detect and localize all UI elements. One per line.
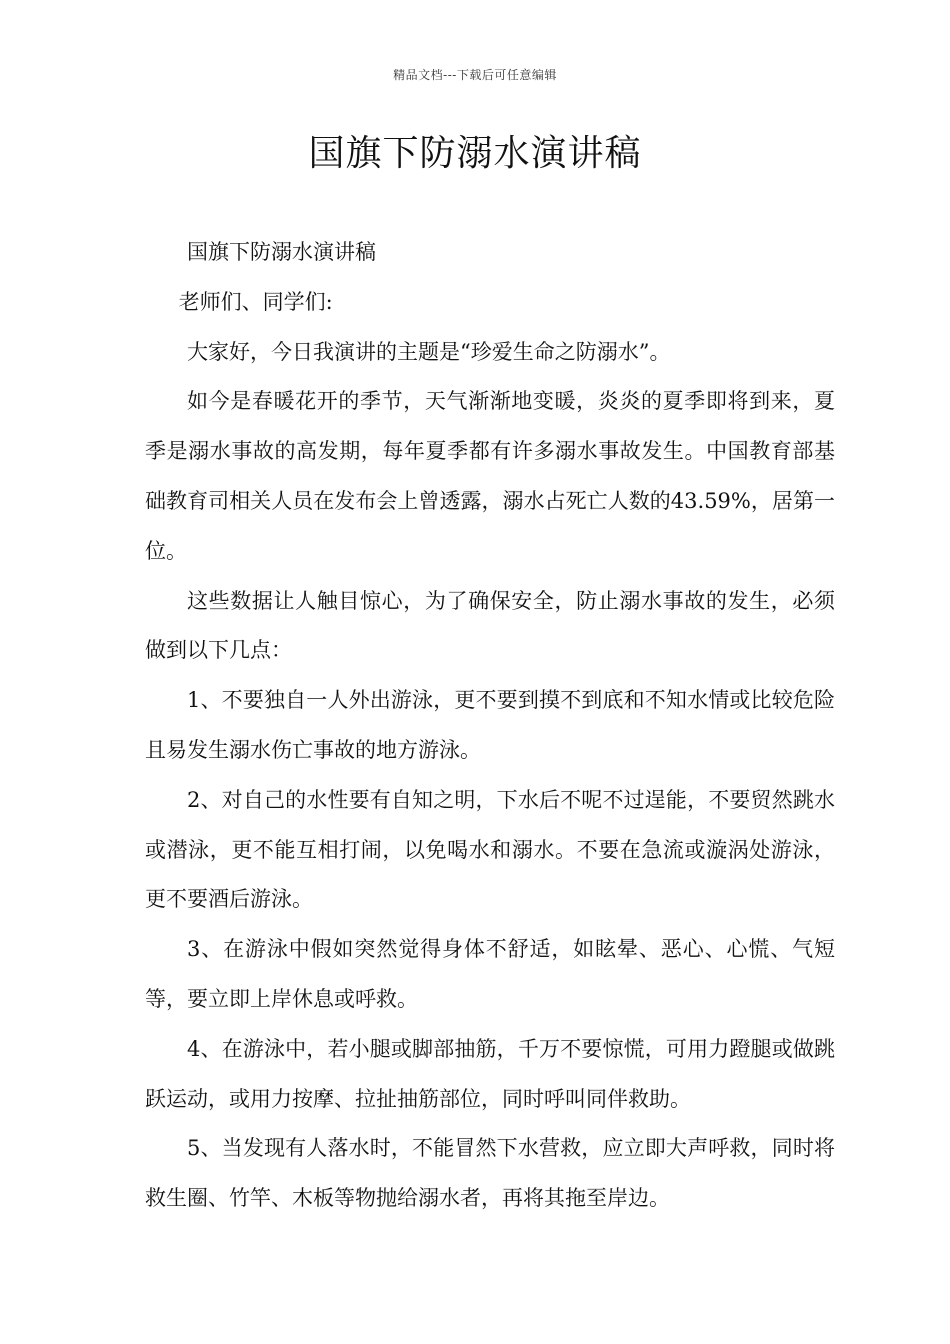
- document-body: [145, 228, 835, 1224]
- paragraph-subtitle: 国旗下防溺水演讲稿: [187, 240, 376, 264]
- paragraph-point-1: 1、不要独自一人外出游泳，更不要到摸不到底和不知水情或比较危险且易发生溺水伤亡事故的地方游泳。: [145, 688, 835, 762]
- header-note: 精品文档---下载后可任意编辑: [393, 68, 557, 82]
- paragraph-intro: 如今是春暖花开的季节，天气渐渐地变暖，炎炎的夏季即将到来，夏季是溺水事故的高发期，每年夏季都有许多溺水事故发生。中国教育部基础教育司相关人员在发布会上曾透露，溺水占死亡人数的43.59%，居第一位。: [145, 389, 835, 563]
- paragraph-point-3: 3、在游泳中假如突然觉得身体不舒适，如眩晕、恶心、心慌、气短等，要立即上岸休息或呼救。: [145, 937, 835, 1011]
- paragraph-greeting: 大家好，今日我演讲的主题是“珍爱生命之防溺水”。: [187, 339, 671, 364]
- paragraph-point-4: 4、在游泳中，若小腿或脚部抽筋，千万不要惊慌，可用力蹬腿或做跳跃运动，或用力按摩、拉扯抽筋部位，同时呼叫同伴救助。: [145, 1036, 835, 1111]
- paragraph-salutation: 老师们、同学们:: [178, 289, 333, 314]
- paragraph-measures-intro: 这些数据让人触目惊心，为了确保安全，防止溺水事故的发生，必须做到以下几点：: [145, 588, 835, 663]
- paragraph-point-5: 5、当发现有人落水时，不能冒然下水营救，应立即大声呼救，同时将救生圈、竹竿、木板等物抛给溺水者，再将其拖至岸边。: [145, 1136, 835, 1211]
- document-title: 国旗下防溺水演讲稿: [308, 133, 642, 174]
- paragraph-point-2: 2、对自己的水性要有自知之明，下水后不呢不过逞能，不要贸然跳水或潜泳，更不能互相打闹，以免喝水和溺水。不要在急流或漩涡处游泳，更不要酒后游泳。: [145, 787, 835, 912]
